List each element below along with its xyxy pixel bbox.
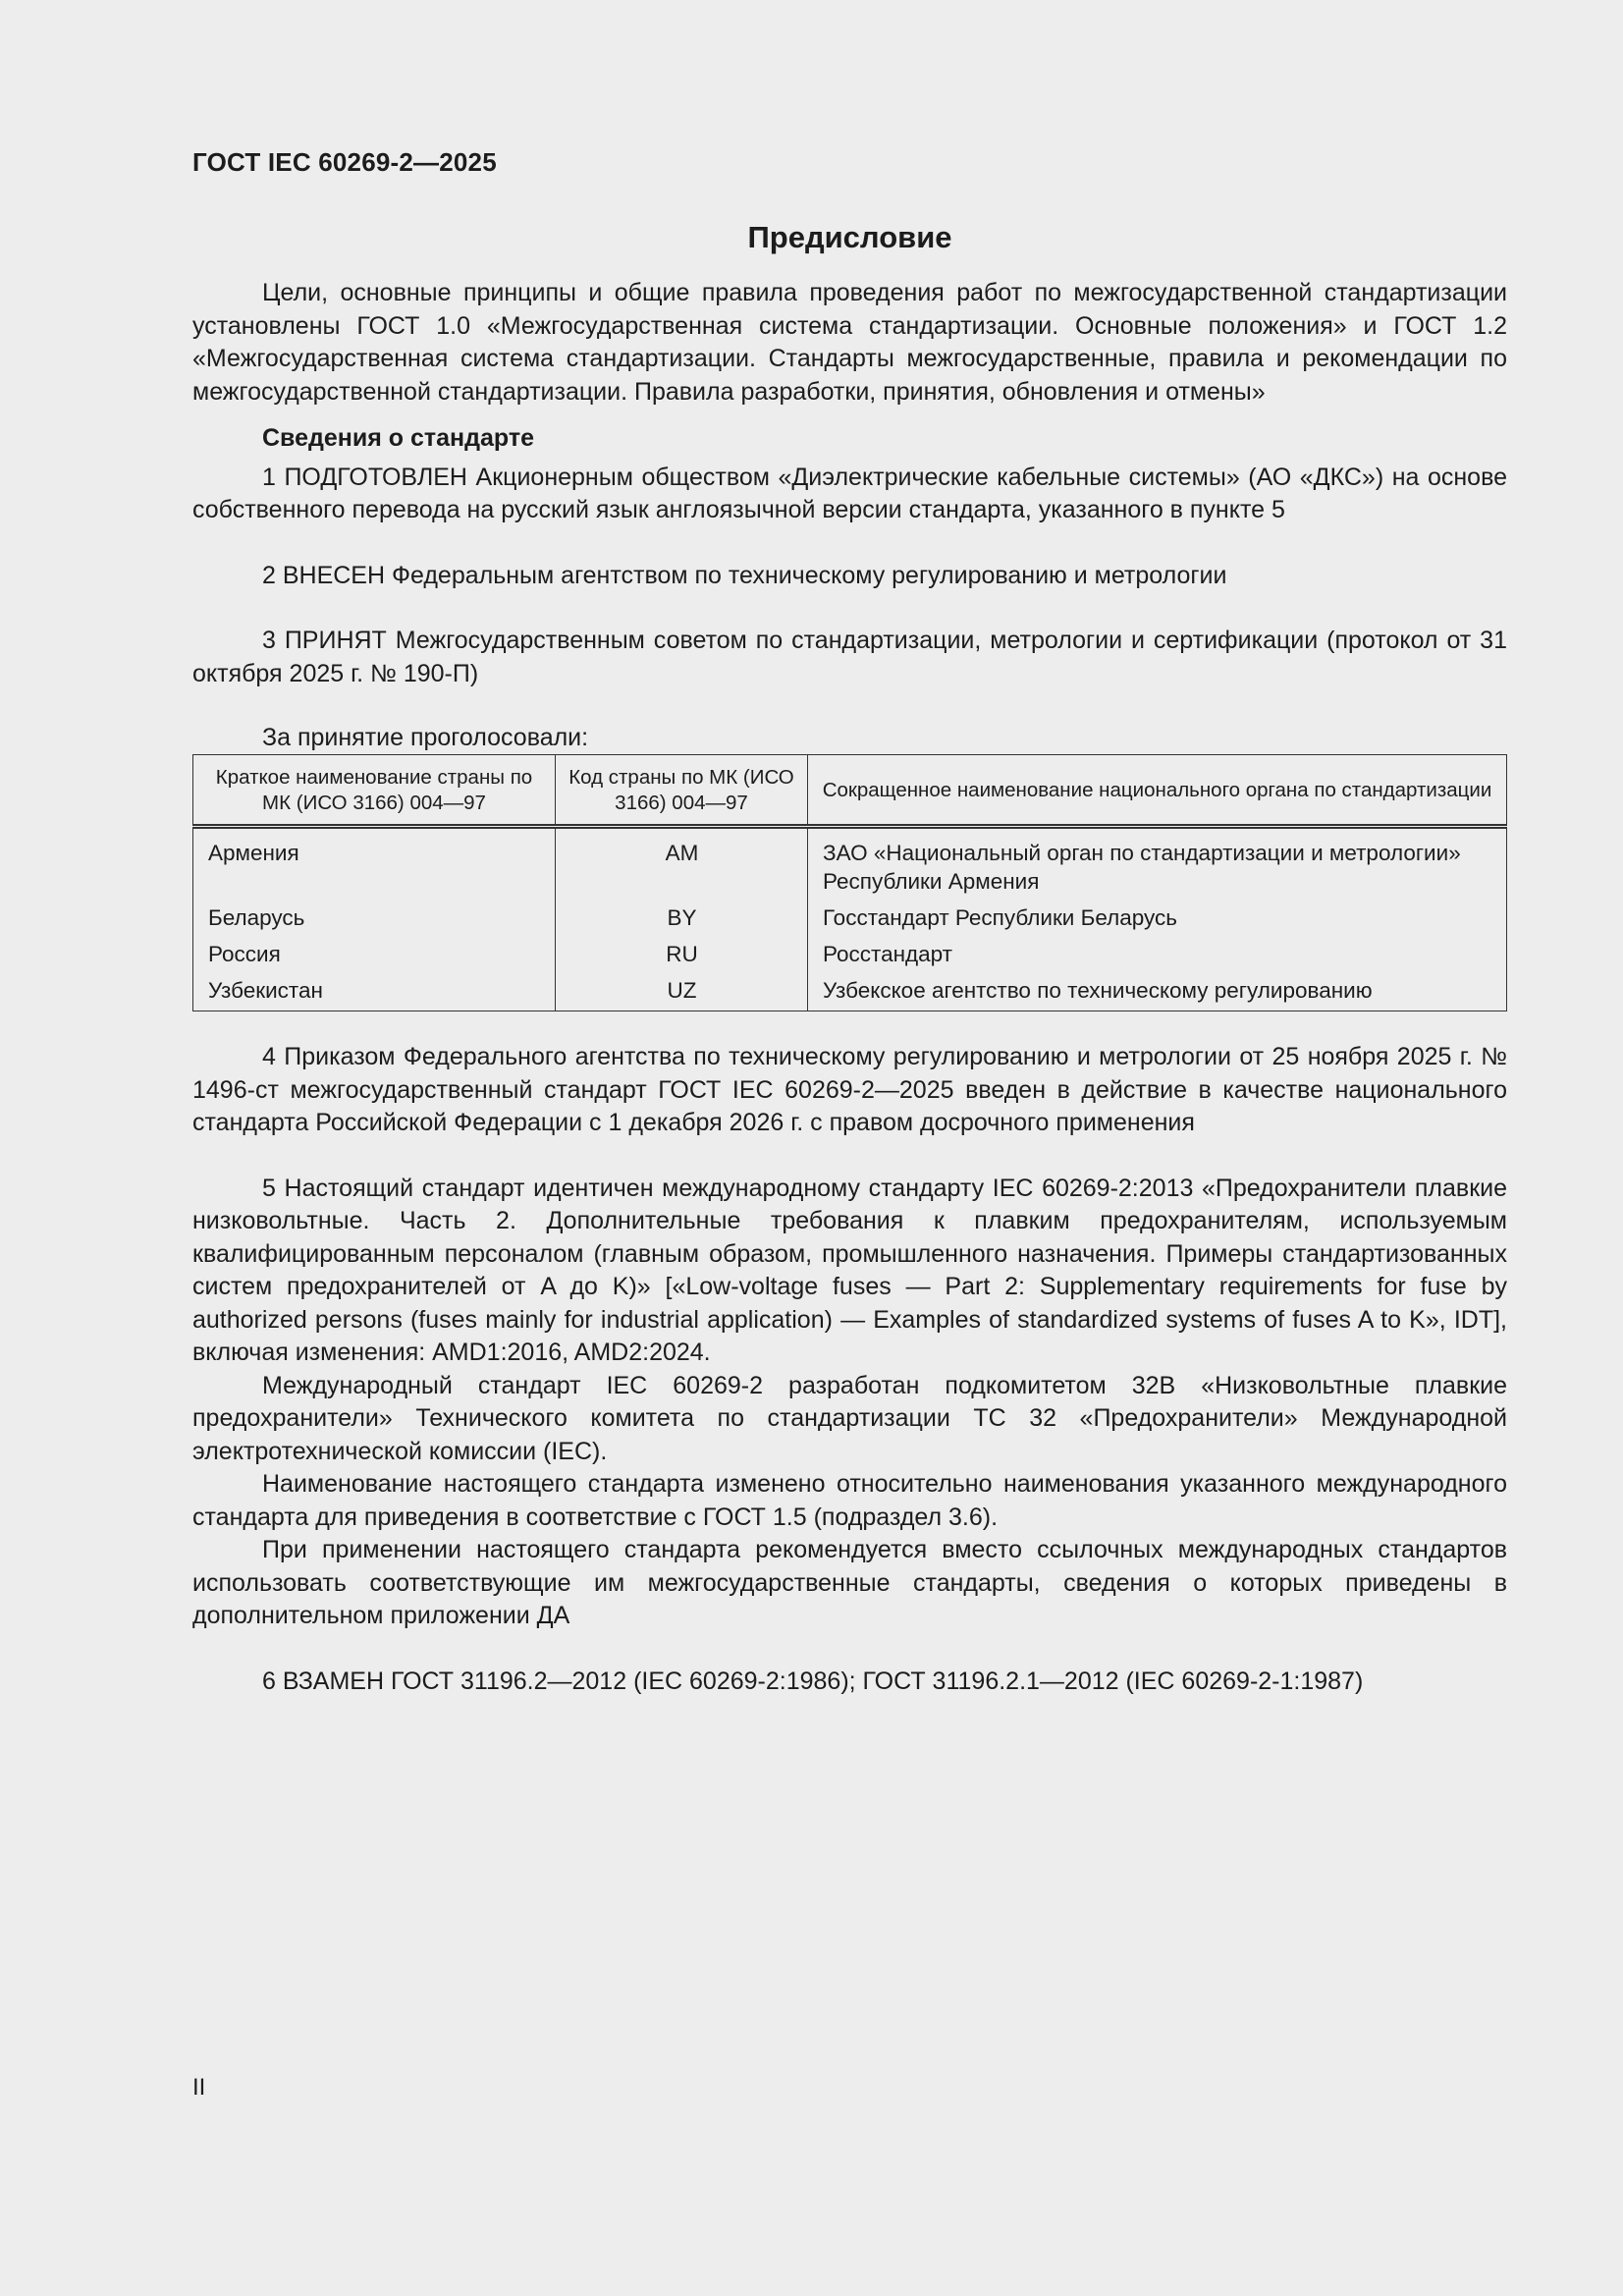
country-name-cell: Узбекистан	[193, 972, 556, 1011]
document-code: ГОСТ IEC 60269-2—2025	[192, 147, 497, 177]
item-5-identical: 5 Настоящий стандарт идентичен международному стандарту IEC 60269-2:2013 «Предохранители плавкие низковольтные. Часть 2. Дополнительные требования к плавким предохранителям, используемым квалифицированным персоналом (главным образом, промышленного назначения. Примеры стандартизованных систем предохранителей от A до K)» [«Low-voltage fuses — Part 2: Supplementary requirements for fuse by authorized persons (fuses mainly for industrial application) — Examples of standardized systems of fuses A to K», IDT], включая изменения: AMD1:2016, AMD2:2024.	[192, 1174, 1507, 1366]
country-code-cell: RU	[556, 936, 808, 972]
item-1-prepared: 1 ПОДГОТОВЛЕН Акционерным обществом «Диэлектрические кабельные системы» (АО «ДКС») на основе собственного перевода на русский язык англоязычной версии стандарта, указанного в пункте 5	[192, 463, 1507, 523]
item-2-introduced: 2 ВНЕСЕН Федеральным агентством по техническому регулированию и метрологии	[262, 561, 1227, 589]
country-code-cell: AM	[556, 827, 808, 901]
national-body-cell: Узбекское агентство по техническому регулированию	[808, 972, 1507, 1011]
header-country-code: Код страны по МК (ИСО 3166) 004—97	[556, 755, 808, 827]
country-code-cell: BY	[556, 900, 808, 936]
votes-table-header	[193, 755, 1507, 827]
foreword-section	[192, 220, 1507, 1698]
votes-table	[192, 754, 1507, 1011]
votes-caption: За принятие проголосовали:	[262, 724, 589, 751]
header-country-name: Краткое наименование страны по МК (ИСО 3166) 004—97	[193, 755, 556, 827]
national-body-cell: ЗАО «Национальный орган по стандартизации и метрологии» Республики Армения	[808, 827, 1507, 901]
national-body-cell: Госстандарт Республики Беларусь	[808, 900, 1507, 936]
intro-paragraph: Цели, основные принципы и общие правила проведения работ по межгосударственной стандартизации установлены ГОСТ 1.0 «Межгосударственная система стандартизации. Основные положения» и ГОСТ 1.2 «Межгосударственная система стандартизации. Стандарты межгосударственные, правила и рекомендации по межгосударственной стандартизации. Правила разработки, принятия, обновления и отмены»	[192, 279, 1507, 406]
item-5-references: При применении настоящего стандарта рекомендуется вместо ссылочных международных стандартов использовать соответствующие им межгосударственные стандарты, сведения о которых приведены в дополнительном приложении ДА	[192, 1536, 1507, 1629]
national-body-cell: Росстандарт	[808, 936, 1507, 972]
item-5-name-change: Наименование настоящего стандарта изменено относительно наименования указанного международного стандарта для приведения в соответствие с ГОСТ 1.5 (подраздел 3.6).	[192, 1470, 1507, 1531]
table-row	[193, 972, 1507, 1011]
foreword-title: Предисловие	[747, 220, 952, 254]
table-row	[193, 900, 1507, 936]
table-row	[193, 936, 1507, 972]
country-name-cell: Россия	[193, 936, 556, 972]
item-4-order: 4 Приказом Федерального агентства по техническому регулированию и метрологии от 25 ноября 2025 г. № 1496-ст межгосударственный стандарт ГОСТ IEC 60269-2—2025 введен в действие в качестве национального стандарта Российской Федерации с 1 декабря 2026 г. с правом досрочного применения	[192, 1043, 1507, 1136]
table-row	[193, 827, 1507, 901]
country-name-cell: Беларусь	[193, 900, 556, 936]
info-heading: Сведения о стандарте	[262, 424, 535, 452]
item-5-developer: Международный стандарт IEC 60269-2 разработан подкомитетом 32В «Низковольтные плавкие предохранители» Технического комитета по стандартизации TC 32 «Предохранители» Международной электротехнической комиссии (IEC).	[192, 1371, 1507, 1465]
item-6-replaces: 6 ВЗАМЕН ГОСТ 31196.2—2012 (IEC 60269-2:1986); ГОСТ 31196.2.1—2012 (IEC 60269-2-1:1987)	[262, 1667, 1364, 1695]
page-number: II	[192, 2074, 206, 2101]
item-3-adopted: 3 ПРИНЯТ Межгосударственным советом по стандартизации, метрологии и сертификации (протокол от 31 октября 2025 г. № 190-П)	[192, 627, 1507, 687]
header-national-body: Сокращенное наименование национального органа по стандартизации	[808, 755, 1507, 827]
country-name-cell: Армения	[193, 827, 556, 901]
country-code-cell: UZ	[556, 972, 808, 1011]
